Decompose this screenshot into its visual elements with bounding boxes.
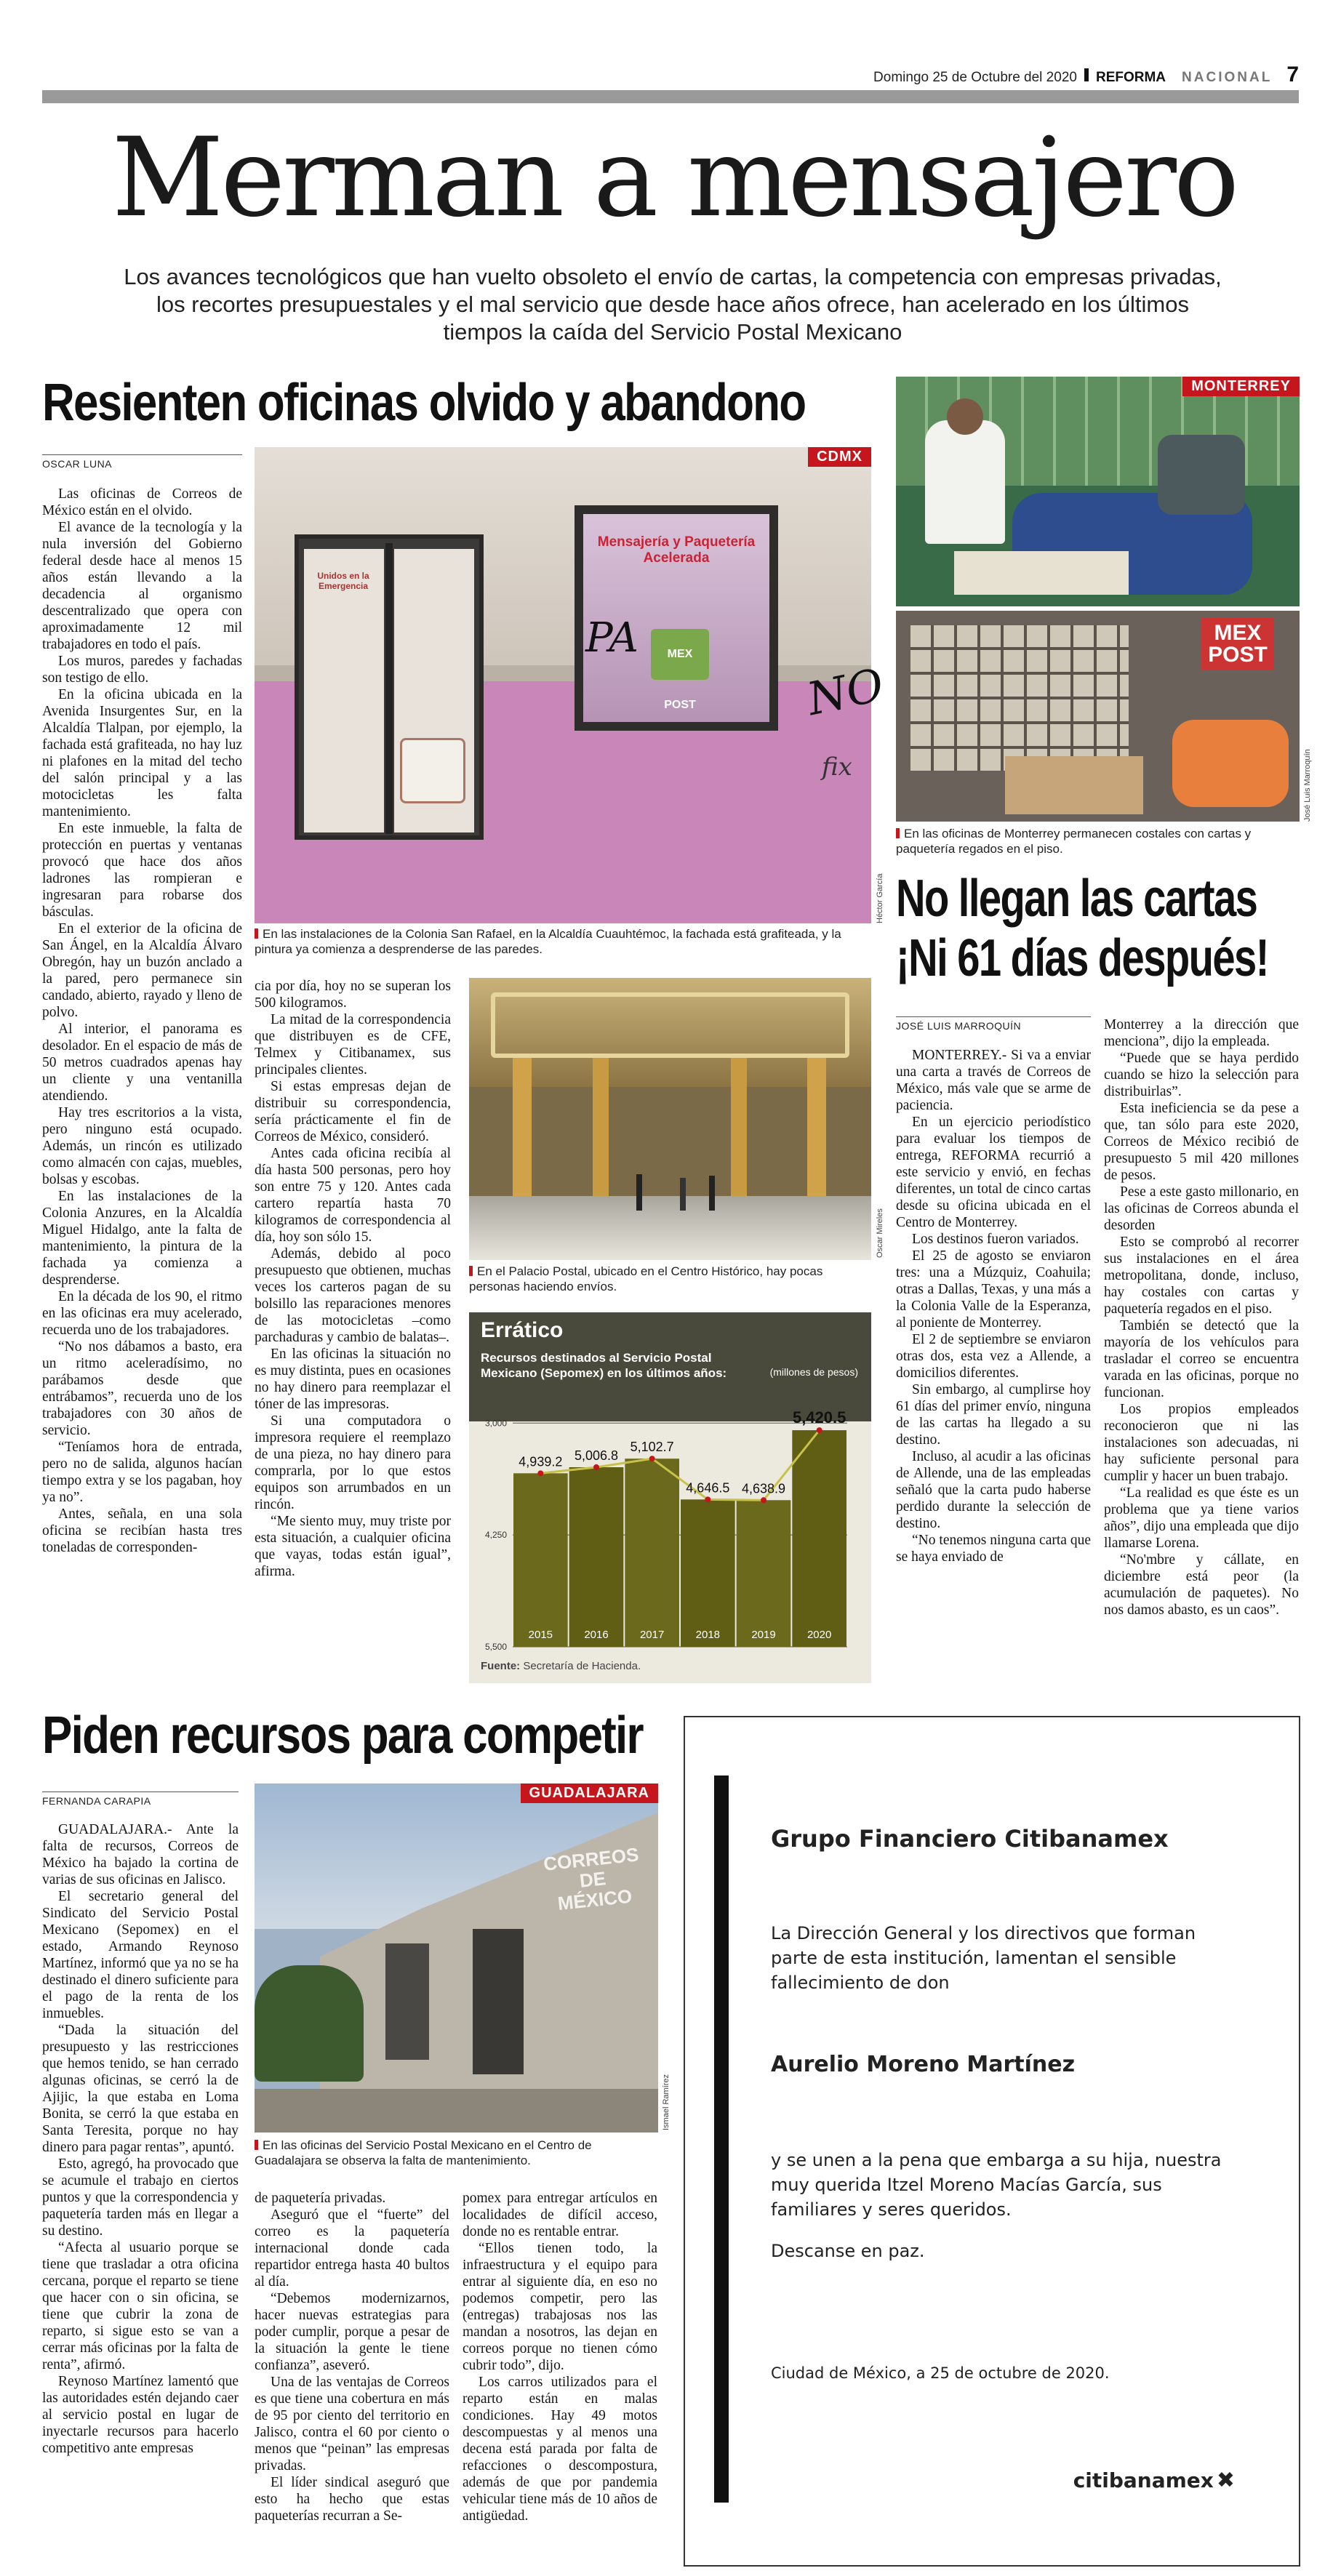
header-section: NACIONAL (1182, 70, 1273, 85)
chart-unit: (millones de pesos) (769, 1366, 858, 1378)
monterrey-photo-bottom (896, 611, 1300, 822)
story1-byline: OSCAR LUNA (42, 454, 242, 470)
x-tick-label: 2018 (695, 1629, 721, 1641)
story3-column-2: de paquetería privadas. Aseguró que el “fuerte” del correo es la paquetería internacional donde cada repartidor entrega hasta 40 bultos al día. “Debemos modernizarnos, hacer nuevas estrategias para poder cumplir, porque a pesar de la situación la gente le tiene confianza”, aseveró. Una de las ventajas de Correos es que tiene una cobertura en más de 95 por ciento del territorio en Jalisco, contra el 60 por ciento o menos que “peinan” las empresas privadas. El líder sindical aseguró que esto ha hecho que estas paqueterías recurran a Se- (255, 2191, 449, 2524)
chart-title: Errático (481, 1318, 564, 1342)
main-deck: Los avances tecnológicos que han vuelto obsoleto el envío de cartas, la competencia con empresas privadas, los recortes presupuestales y el mal servicio que desde hace años ofrece, han acelerado en los últimos tiempos la caída del Servicio Postal Mexicano (124, 264, 1222, 345)
story1-column-1: Las oficinas de Correos de México están en el olvido. El avance de la tecnología y la nula inversión del Gobierno federal desde hace al menos 15 años están llevando a la decadencia al organismo descentralizado que opera con aproximadamente 12 mil trabajadores en todo el país. Los muros, paredes y fachadas son testigo de ello. En la oficina ubicada en la Avenida Insurgentes Sur, en la Alcaldía Tlalpan, por ejemplo, la fachada está grafiteada, no hay luz ni plafones en la mitad del techo del salón principal y a las motocicletas les falta mantenimiento. En este inmueble, la falta de protección en puertas y ventanas provocó que hace dos años ladrones las rompieran e ingresaran para robarse dos básculas. En el exterior de la oficina de San Ángel, en la Alcaldía Álvaro Obregón, hay un buzón anclado a la pared, pero permanece sin candado, abierto, rayado y lleno de polvo. Al interior, el panorama es desolador. En el espacio de más de 50 metros cuadrados apenas hay un cliente y una ventanilla atendiendo. Hay tres escritorios a la vista, pero ninguno está ocupado. Además, un rincón es utilizado como almacén con cajas, muebles, bolsas y escobas. En las instalaciones de la Colonia Anzures, en la Alcaldía Miguel Hidalgo, ante la falta de mantenimiento, la pintura de la fachada ya comienza a desprenderse. En la década de los 90, el ritmo en las oficinas era muy acelerado, recuerda uno de los trabajadores. “No nos dábamos a basto, era un ritmo aceleradísimo, no parábamos desde que entrábamos”, recuerda uno de los trabajadores con 30 años de servicio. “Teníamos hora de entrada, pero no de salida, algunos hacían tiempo extra y se los pagaban, hoy ya no”. Antes, señala, en una sola oficina se recibían hasta tres toneladas de corresponden- (42, 486, 242, 1555)
ad-black-bar (714, 1775, 729, 2503)
chart-source: Fuente: Secretaría de Hacienda. (481, 1660, 641, 1672)
bar (792, 1430, 846, 1647)
data-label: 4,638.9 (741, 1481, 786, 1496)
main-title: Merman a mensajero (111, 115, 1237, 241)
page-header (42, 63, 1299, 87)
bar (737, 1500, 791, 1647)
ad-date: Ciudad de México, a 25 de octubre de 2020. (771, 2364, 1110, 2382)
data-label: 5,102.7 (630, 1440, 674, 1455)
story1-column-2: cia por día, hoy no se superan los 500 kilogramos. La mitad de la correspondencia que distribuyen es de CFE, Telmex y Citibanamex, sus principales clientes. Si estas empresas dejan de distribuir su correspondencia, sería prácticamente el fin de Correos de México, consideró. Antes cada oficina recibía al día hasta 500 personas, pero hoy son entre 75 y 120. Antes cada cartero repartía hasta 70 kilogramos de correspondencia al día, hoy son sólo 15. Además, debido al poco presupuesto que obtienen, muchas veces los carteros pagan de su bolsillo las reparaciones menores de las motocicletas –como parchaduras y cambio de balatas–. En las oficinas la situación no es muy distinta, pues en ocasiones no hay dinero para reemplazar el tóner de las impresoras. Si una computadora o impresora requiere el reemplazo de una pieza, no hay dinero para comprarla, por lo que estos equipos son arrumbados en un rincón. “Me siento muy, muy triste por esta situación, a cualquier oficina que vayas, todas están igual”, afirma. (255, 979, 451, 1579)
window-sign: Mensajería y Paquetería Acelerada (597, 534, 756, 566)
x-tick-label: 2020 (806, 1629, 832, 1641)
data-point (537, 1470, 543, 1476)
palacio-postal-caption: En el Palacio Postal, ubicado en el Centro Histórico, hay pocas personas haciendo envíos. (469, 1264, 873, 1294)
bar (625, 1458, 679, 1647)
graffiti: NO (802, 657, 889, 726)
data-label: 5,006.8 (574, 1448, 619, 1464)
data-label: 5,420.5 (792, 1408, 846, 1427)
story2-byline: JOSÉ LUIS MARROQUÍN (896, 1016, 1091, 1032)
story2-headline-1: No llegan las cartas (896, 870, 1257, 928)
x-tick-label: 2016 (584, 1629, 609, 1641)
x-tick-label: 2015 (528, 1629, 553, 1641)
location-tag: CDMX (808, 447, 871, 467)
data-label: 4,646.5 (686, 1480, 730, 1496)
ad-paragraph-1: La Dirección General y los directivos que forman parte de esta institución, lamentan el sensible fallecimiento de don (771, 1923, 1196, 1993)
logo-cross-icon: ✖ (1216, 2468, 1235, 2493)
location-tag: GUADALAJARA (521, 1783, 658, 1803)
data-point (649, 1456, 655, 1461)
story2-column-2: Monterrey a la dirección que menciona”, dijo la empleada. “Puede que se haya perdido cuando se hizo la selección para distribuirlas”. Esta ineficiencia se da pese a que, tan sólo para este 2020, Correos de México recibió de presupuesto 5 mil 420 millones de pesos. Pese a este gasto millonario, en las oficinas de Correos abunda el desorden Esto se comprobó al recorrer sus instalaciones en el área metropolitana, donde, incluso, hay costales con cartas y paquetería regados en el piso. También se detectó que la mayoría de los vehículos para trasladar el correo se encuentra varada en las oficinas, porque no funcionan. Los propios empleados reconocieron que ni las instalaciones son adecuadas, ni hay suficiente personal para cumplir y hacer un buen trabajo. “La realidad es que éste es un problema que ya tiene varios años”, dijo una empleada que dijo llamarse Lorena. “No'mbre y cállate, en diciembre está peor (la acumulación de paquetes). No nos damos abasto, es un caos”. (1104, 1017, 1299, 1618)
story2-headline-2: ¡Ni 61 días después! (896, 929, 1268, 987)
x-tick-label: 2019 (751, 1629, 776, 1641)
citibanamex-logo: citibanamex ✖ (1073, 2468, 1235, 2493)
chart-panel (469, 1312, 871, 1683)
door-sign: Unidos en la Emergencia (317, 571, 369, 591)
mexpost-sign: MEX POST (1201, 618, 1274, 670)
monterrey-caption: En las oficinas de Monterrey permanecen costales con cartas y paquetería regados en el piso. (896, 826, 1300, 856)
y-tick-label: 3,000 (484, 1418, 507, 1429)
monterrey-photo-top (896, 377, 1300, 606)
story3-byline: FERNANDA CARAPIA (42, 1791, 239, 1807)
data-point (761, 1497, 766, 1503)
header-page-number: 7 (1286, 63, 1299, 87)
chart-plot (469, 1385, 871, 1654)
y-tick-label: 4,250 (484, 1530, 507, 1541)
header-paper: REFORMA (1095, 70, 1166, 85)
header-rule (42, 90, 1299, 103)
photo-credit: Oscar Mireles (876, 1208, 884, 1258)
story1-headline: Resienten oficinas olvido y abandono (42, 374, 806, 432)
y-tick-label: 5,500 (484, 1642, 507, 1652)
ad-paragraph-2: y se unen a la pena que embarga a su hija, nuestra muy querida Itzel Moreno Macías García, sus familiares y seres queridos. (771, 2150, 1222, 2220)
ad-paragraph-3: Descanse en paz. (771, 2241, 925, 2261)
story2-column-1: MONTERREY.- Si va a enviar una carta a través de Correos de México, más vale que se arme de paciencia. En un ejercicio periodístico para evaluar los tiempos de entrega, REFORMA recurrió a este servicio y envió, en fechas diferentes, un total de cinco cartas desde su oficina ubicada en el Centro de Monterrey. Los destinos fueron variados. El 25 de agosto se enviaron tres: una a Múzquiz, Coahuila; otras a Dallas, Texas, y una más a la Colonia Valle de la Esperanza, al poniente de Monterrey. El 2 de septiembre se enviaron otras dos, esta vez a Allende, a domicilios diferentes. Sin embargo, al cumplirse hoy 61 días del primer envío, ninguna de las cartas ha llegado a su destino. Incluso, al acudir a las oficinas de Allende, una de las empleadas señaló que la carta pudo haberse perdido durante la selección de destino. “No tenemos ninguna carta que se haya enviado de (896, 1048, 1091, 1565)
story3-column-1: GUADALAJARA.- Ante la falta de recursos, Correos de México ha bajado la cortina de varias de sus oficinas en Jalisco. El secretario general del Sindicato del Servicio Postal Mexicano (Sepomex) en el estado, Armando Reynoso Martínez, informó que ya no se ha destinado el dinero suficiente para el pago de la renta de los inmuebles. “Dada la situación del presupuesto y las restricciones que hemos tenido, se han cerrado algunas oficinas, se cerró la de Ajijic, la que estaba en Loma Bonita, se cerró la que estaba en Santa Teresita, porque no hay dinero para pagar rentas”, apuntó. Esto, agregó, ha provocado que se acumule el trabajo en ciertos puntos y que la correspondencia y paquetería tarden más en llegar a su destino. “Afecta al usuario porque se tiene que trasladar a otra oficina cercana, porque el reparto se tiene que hacer con o sin oficina, se tiene que cubrir la zona de reparto, si sigue esto se van a cerrar más oficinas por la falta de renta”, afirmó. Reynoso Martínez lamentó que las autoridades estén dejando caer al servicio postal en lugar de inyectarle recursos para hacerlo competitivo ante empresas (42, 1822, 239, 2456)
guadalajara-caption: En las oficinas del Servicio Postal Mexicano en el Centro de Guadalajara se observa la falta de mantenimiento. (255, 2138, 658, 2168)
data-point (705, 1496, 710, 1502)
bar (681, 1499, 735, 1647)
mexpost-badge: MEX POST (651, 629, 709, 680)
data-point (817, 1427, 822, 1433)
location-tag: MONTERREY (1182, 377, 1300, 396)
obituary-ad (684, 1716, 1300, 2567)
building-sign: CORREOS DE MÉXICO (542, 1843, 640, 1915)
bar (513, 1473, 568, 1647)
photo-credit: Héctor García (876, 873, 884, 923)
story3-column-3: pomex para entregar artículos en localidades de difícil acceso, donde no es rentable entrar. “Ellos tienen todo, la infraestructura y el equipo para entrar al siguiente día, en eso no podemos competir, pero las (entregas) trabajosas nos las mandan a nosotros, las dejan en correos porque no tienen cómo cubrir todo”, dijo. Los carros utilizados para el reparto están en malas condiciones. Hay 49 motos descompuestas y al menos una decena está parada por falta de refacciones o descompostura, además de que por pandemia vehicular tiene más de 10 años de antigüedad. (463, 2191, 657, 2524)
story1-photo-caption: En las instalaciones de la Colonia San Rafael, en la Alcaldía Cuauhtémoc, la fachada está grafiteada, y la pintura ya comienza a desprenderse de las paredes. (255, 926, 873, 957)
header-date: Domingo 25 de Octubre del 2020 (873, 70, 1077, 85)
data-label: 4,939.2 (519, 1454, 563, 1469)
ad-name: Aurelio Moreno Martínez (771, 2052, 1076, 2077)
palacio-postal-photo (469, 978, 871, 1260)
chart-subtitle: Recursos destinados al Servicio Postal Mexicano (Sepomex) en los últimos años: (481, 1351, 727, 1380)
ad-company: Grupo Financiero Citibanamex (771, 1825, 1169, 1853)
graffiti: fix (822, 753, 852, 782)
data-point (593, 1464, 599, 1470)
photo-credit: José Luis Marroquín (1303, 749, 1312, 822)
bar (569, 1467, 624, 1647)
x-tick-label: 2017 (639, 1629, 665, 1641)
guadalajara-photo (255, 1783, 658, 2132)
graffiti: PA (585, 614, 639, 662)
photo-credit: Ismael Ramírez (662, 2074, 670, 2130)
story3-headline: Piden recursos para competir (42, 1706, 643, 1765)
